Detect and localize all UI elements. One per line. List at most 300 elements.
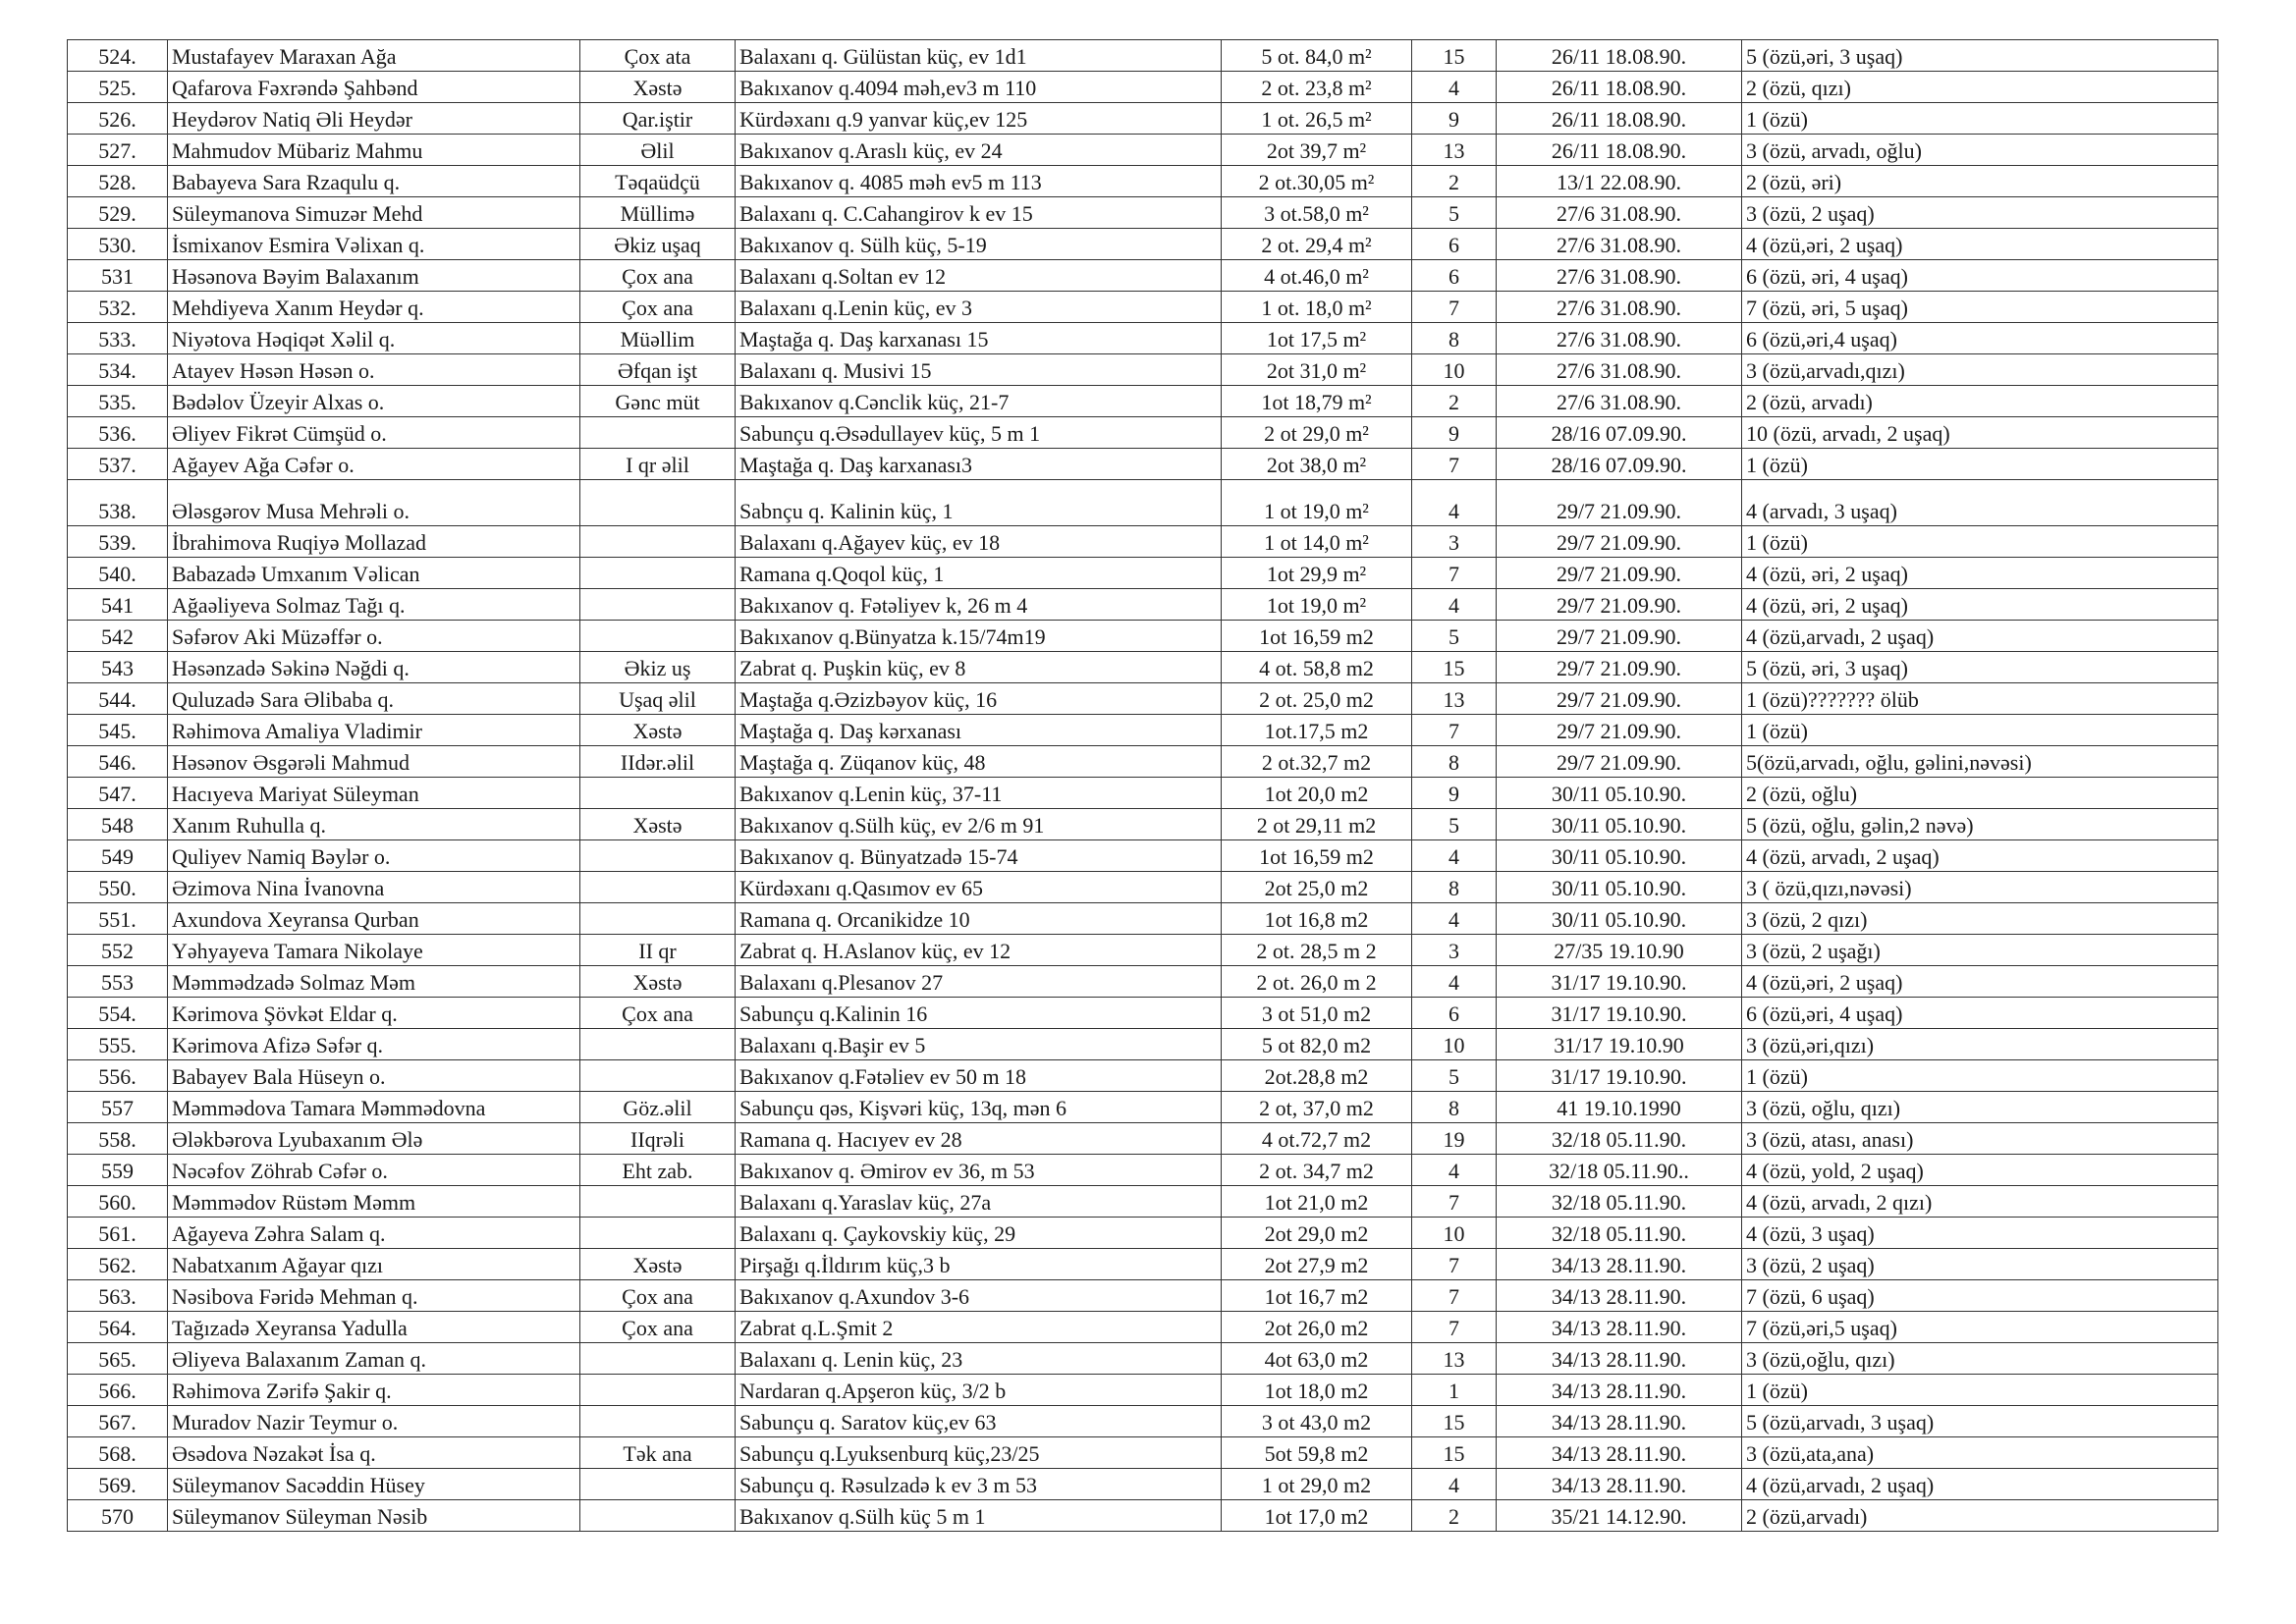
rooms-area-cell: 1ot 16,7 m2	[1222, 1280, 1412, 1312]
address-cell: Bakıxanov q.Sülh küç 5 m 1	[736, 1500, 1222, 1532]
category-cell: Müllimə	[580, 197, 736, 229]
address-cell: Maştağa q.Əzizbəyov küç, 16	[736, 683, 1222, 715]
household-size-cell: 8	[1412, 746, 1497, 778]
rooms-area-cell: 2 ot. 23,8 m²	[1222, 72, 1412, 103]
family-composition-cell: 1 (özü)??????? ölüb	[1742, 683, 2218, 715]
rooms-area-cell: 1ot 21,0 m2	[1222, 1186, 1412, 1218]
address-cell: Pirşağı q.İldırım küç,3 b	[736, 1249, 1222, 1280]
address-cell: Kürdəxanı q.Qasımov ev 65	[736, 872, 1222, 903]
table-row	[68, 652, 2218, 683]
row-number-cell: 548	[68, 809, 168, 840]
household-size-cell: 15	[1412, 652, 1497, 683]
address-cell: Sabunçu q.Kalinin 16	[736, 998, 1222, 1029]
rooms-area-cell: 2ot 39,7 m²	[1222, 135, 1412, 166]
family-composition-cell: 5 (özü, oğlu, gəlin,2 nəvə)	[1742, 809, 2218, 840]
rooms-area-cell: 2 ot.30,05 m²	[1222, 166, 1412, 197]
table-row	[68, 621, 2218, 652]
registration-cell: 27/6 31.08.90.	[1497, 354, 1742, 386]
rooms-area-cell: 1ot.17,5 m2	[1222, 715, 1412, 746]
table-row	[68, 103, 2218, 135]
table-row	[68, 72, 2218, 103]
person-name-cell: Ağaəliyeva Solmaz Tağı q.	[168, 589, 580, 621]
household-size-cell: 4	[1412, 840, 1497, 872]
household-size-cell: 4	[1412, 903, 1497, 935]
table-row	[68, 778, 2218, 809]
household-size-cell: 7	[1412, 715, 1497, 746]
rooms-area-cell: 2ot 25,0 m2	[1222, 872, 1412, 903]
registration-cell: 30/11 05.10.90.	[1497, 840, 1742, 872]
registration-cell: 26/11 18.08.90.	[1497, 103, 1742, 135]
registration-cell: 29/7 21.09.90.	[1497, 683, 1742, 715]
address-cell: Bakıxanov q.4094 məh,ev3 m 110	[736, 72, 1222, 103]
row-number-cell: 543	[68, 652, 168, 683]
category-cell	[580, 1469, 736, 1500]
address-cell: Sabunçu qəs, Kişvəri küç, 13q, mən 6	[736, 1092, 1222, 1123]
row-number-cell: 564.	[68, 1312, 168, 1343]
household-size-cell: 5	[1412, 197, 1497, 229]
category-cell: Əkiz uş	[580, 652, 736, 683]
category-cell: Xəstə	[580, 72, 736, 103]
row-number-cell: 535.	[68, 386, 168, 417]
table-row	[68, 229, 2218, 260]
rooms-area-cell: 3 ot 43,0 m2	[1222, 1406, 1412, 1437]
address-cell: Sabunçu q. Saratov küç,ev 63	[736, 1406, 1222, 1437]
rooms-area-cell: 3 ot 51,0 m2	[1222, 998, 1412, 1029]
family-composition-cell: 3 (özü, atası, anası)	[1742, 1123, 2218, 1155]
category-cell: Eht zab.	[580, 1155, 736, 1186]
family-composition-cell: 1 (özü)	[1742, 449, 2218, 480]
address-cell: Maştağa q. Züqanov küç, 48	[736, 746, 1222, 778]
registration-cell: 34/13 28.11.90.	[1497, 1437, 1742, 1469]
registration-cell: 30/11 05.10.90.	[1497, 778, 1742, 809]
address-cell: Zabrat q. H.Aslanov küç, ev 12	[736, 935, 1222, 966]
person-name-cell: Mehdiyeva Xanım Heydər q.	[168, 292, 580, 323]
category-cell: Xəstə	[580, 809, 736, 840]
person-name-cell: Əliyeva Balaxanım Zaman q.	[168, 1343, 580, 1375]
household-size-cell: 13	[1412, 1343, 1497, 1375]
family-composition-cell: 4 (özü, əri, 2 uşaq)	[1742, 558, 2218, 589]
registration-cell: 29/7 21.09.90.	[1497, 558, 1742, 589]
category-cell	[580, 903, 736, 935]
family-composition-cell: 4 (özü,arvadı, 2 uşaq)	[1742, 1469, 2218, 1500]
category-cell	[580, 1406, 736, 1437]
registration-cell: 27/6 31.08.90.	[1497, 260, 1742, 292]
family-composition-cell: 3 (özü, 2 uşaq)	[1742, 197, 2218, 229]
household-size-cell: 9	[1412, 417, 1497, 449]
registration-cell: 30/11 05.10.90.	[1497, 809, 1742, 840]
table-row	[68, 1375, 2218, 1406]
table-row	[68, 872, 2218, 903]
rooms-area-cell: 1 ot 14,0 m²	[1222, 526, 1412, 558]
table-row	[68, 935, 2218, 966]
person-name-cell: Kərimova Şövkət Eldar q.	[168, 998, 580, 1029]
person-name-cell: Həsənova Bəyim Balaxanım	[168, 260, 580, 292]
household-size-cell: 13	[1412, 683, 1497, 715]
category-cell	[580, 1029, 736, 1060]
row-number-cell: 554.	[68, 998, 168, 1029]
rooms-area-cell: 2 ot, 37,0 m2	[1222, 1092, 1412, 1123]
row-number-cell: 534.	[68, 354, 168, 386]
rooms-area-cell: 1ot 19,0 m²	[1222, 589, 1412, 621]
family-composition-cell: 4 (özü,əri, 2 uşaq)	[1742, 966, 2218, 998]
row-number-cell: 525.	[68, 72, 168, 103]
category-cell: IIdər.əlil	[580, 746, 736, 778]
table-row	[68, 746, 2218, 778]
table-row	[68, 966, 2218, 998]
person-name-cell: Ağayev Ağa Cəfər o.	[168, 449, 580, 480]
family-composition-cell: 3 (özü, arvadı, oğlu)	[1742, 135, 2218, 166]
person-name-cell: Səfərov Aki Müzəffər o.	[168, 621, 580, 652]
row-number-cell: 550.	[68, 872, 168, 903]
person-name-cell: Babayeva Sara Rzaqulu q.	[168, 166, 580, 197]
registration-cell: 26/11 18.08.90.	[1497, 72, 1742, 103]
table-row	[68, 197, 2218, 229]
rooms-area-cell: 2ot 29,0 m2	[1222, 1218, 1412, 1249]
rooms-area-cell: 1 ot. 18,0 m²	[1222, 292, 1412, 323]
row-number-cell: 541	[68, 589, 168, 621]
household-size-cell: 4	[1412, 589, 1497, 621]
table-row	[68, 417, 2218, 449]
registration-cell: 29/7 21.09.90.	[1497, 715, 1742, 746]
address-cell: Bakıxanov q. Əmirov ev 36, m 53	[736, 1155, 1222, 1186]
person-name-cell: Əliyev Fikrət Cümşüd o.	[168, 417, 580, 449]
category-cell: Çox ana	[580, 292, 736, 323]
address-cell: Bakıxanov q. Bünyatzadə 15-74	[736, 840, 1222, 872]
row-number-cell: 565.	[68, 1343, 168, 1375]
family-composition-cell: 10 (özü, arvadı, 2 uşaq)	[1742, 417, 2218, 449]
person-name-cell: Yəhyayeva Tamara Nikolaye	[168, 935, 580, 966]
household-size-cell: 8	[1412, 323, 1497, 354]
person-name-cell: Mustafayev Maraxan Ağa	[168, 40, 580, 72]
person-name-cell: Nabatxanım Ağayar qızı	[168, 1249, 580, 1280]
table-row	[68, 292, 2218, 323]
person-name-cell: Həsənov Əsgərəli Mahmud	[168, 746, 580, 778]
rooms-area-cell: 2ot 27,9 m2	[1222, 1249, 1412, 1280]
rooms-area-cell: 2ot 26,0 m2	[1222, 1312, 1412, 1343]
registration-cell: 29/7 21.09.90.	[1497, 589, 1742, 621]
row-number-cell: 527.	[68, 135, 168, 166]
registration-cell: 34/13 28.11.90.	[1497, 1375, 1742, 1406]
person-name-cell: Xanım Ruhulla q.	[168, 809, 580, 840]
address-cell: Bakıxanov q. Sülh küç, 5-19	[736, 229, 1222, 260]
category-cell	[580, 872, 736, 903]
family-composition-cell: 1 (özü)	[1742, 1375, 2218, 1406]
row-number-cell: 559	[68, 1155, 168, 1186]
family-composition-cell: 4 (özü, 3 uşaq)	[1742, 1218, 2218, 1249]
family-composition-cell: 5 (özü,əri, 3 uşaq)	[1742, 40, 2218, 72]
row-number-cell: 549	[68, 840, 168, 872]
household-size-cell: 9	[1412, 778, 1497, 809]
row-number-cell: 533.	[68, 323, 168, 354]
category-cell: Göz.əlil	[580, 1092, 736, 1123]
address-cell: Balaxanı q. Gülüstan küç, ev 1d1	[736, 40, 1222, 72]
household-size-cell: 19	[1412, 1123, 1497, 1155]
row-number-cell: 530.	[68, 229, 168, 260]
family-composition-cell: 5 (özü, əri, 3 uşaq)	[1742, 652, 2218, 683]
row-number-cell: 557	[68, 1092, 168, 1123]
rooms-area-cell: 2 ot 29,11 m2	[1222, 809, 1412, 840]
rooms-area-cell: 1 ot 19,0 m²	[1222, 480, 1412, 526]
address-cell: Ramana q.Qoqol küç, 1	[736, 558, 1222, 589]
family-composition-cell: 3 ( özü,qızı,nəvəsi)	[1742, 872, 2218, 903]
family-composition-cell: 7 (özü, əri, 5 uşaq)	[1742, 292, 2218, 323]
family-composition-cell: 4 (özü, arvadı, 2 qızı)	[1742, 1186, 2218, 1218]
household-size-cell: 7	[1412, 1280, 1497, 1312]
address-cell: Balaxanı q.Ağayev küç, ev 18	[736, 526, 1222, 558]
row-number-cell: 528.	[68, 166, 168, 197]
registration-cell: 30/11 05.10.90.	[1497, 872, 1742, 903]
family-composition-cell: 3 (özü,əri,qızı)	[1742, 1029, 2218, 1060]
category-cell	[580, 526, 736, 558]
family-composition-cell: 7 (özü, 6 uşaq)	[1742, 1280, 2218, 1312]
rooms-area-cell: 2 ot. 25,0 m2	[1222, 683, 1412, 715]
family-composition-cell: 6 (özü,əri,4 uşaq)	[1742, 323, 2218, 354]
household-size-cell: 4	[1412, 966, 1497, 998]
table-row	[68, 135, 2218, 166]
row-number-cell: 568.	[68, 1437, 168, 1469]
rooms-area-cell: 1ot 16,59 m2	[1222, 621, 1412, 652]
row-number-cell: 532.	[68, 292, 168, 323]
person-name-cell: Məmmədzadə Solmaz Məm	[168, 966, 580, 998]
person-name-cell: Süleymanova Simuzər Mehd	[168, 197, 580, 229]
table-row	[68, 449, 2218, 480]
address-cell: Bakıxanov q.Lenin küç, 37-11	[736, 778, 1222, 809]
rooms-area-cell: 2 ot. 26,0 m 2	[1222, 966, 1412, 998]
address-cell: Balaxanı q.Lenin küç, ev 3	[736, 292, 1222, 323]
category-cell	[580, 840, 736, 872]
rooms-area-cell: 4ot 63,0 m2	[1222, 1343, 1412, 1375]
family-composition-cell: 3 (özü, oğlu, qızı)	[1742, 1092, 2218, 1123]
family-composition-cell: 3 (özü,arvadı,qızı)	[1742, 354, 2218, 386]
rooms-area-cell: 1 ot. 26,5 m²	[1222, 103, 1412, 135]
registration-cell: 34/13 28.11.90.	[1497, 1343, 1742, 1375]
registration-cell: 27/35 19.10.90	[1497, 935, 1742, 966]
address-cell: Bakıxanov q.Sülh küç, ev 2/6 m 91	[736, 809, 1222, 840]
person-name-cell: Nəsibova Fəridə Mehman q.	[168, 1280, 580, 1312]
family-composition-cell: 4 (özü, əri, 2 uşaq)	[1742, 589, 2218, 621]
person-name-cell: Süleymanov Süleyman Nəsib	[168, 1500, 580, 1532]
household-size-cell: 5	[1412, 1060, 1497, 1092]
registration-cell: 31/17 19.10.90	[1497, 1029, 1742, 1060]
address-cell: Nardaran q.Apşeron küç, 3/2 b	[736, 1375, 1222, 1406]
person-name-cell: Ağayeva Zəhra Salam q.	[168, 1218, 580, 1249]
address-cell: Zabrat q. Puşkin küç, ev 8	[736, 652, 1222, 683]
address-cell: Ramana q. Orcanikidze 10	[736, 903, 1222, 935]
address-cell: Bakıxanov q.Araslı küç, ev 24	[736, 135, 1222, 166]
household-size-cell: 3	[1412, 526, 1497, 558]
person-name-cell: Rəhimova Zərifə Şakir q.	[168, 1375, 580, 1406]
category-cell: Əkiz uşaq	[580, 229, 736, 260]
address-cell: Balaxanı q. Lenin küç, 23	[736, 1343, 1222, 1375]
person-name-cell: Tağızadə Xeyransa Yadulla	[168, 1312, 580, 1343]
registration-cell: 34/13 28.11.90.	[1497, 1312, 1742, 1343]
person-name-cell: Süleymanov Sacəddin Hüsey	[168, 1469, 580, 1500]
table-row	[68, 1092, 2218, 1123]
row-number-cell: 540.	[68, 558, 168, 589]
family-composition-cell: 6 (özü, əri, 4 uşaq)	[1742, 260, 2218, 292]
household-size-cell: 6	[1412, 998, 1497, 1029]
registration-cell: 26/11 18.08.90.	[1497, 135, 1742, 166]
household-size-cell: 15	[1412, 40, 1497, 72]
category-cell: IIqrəli	[580, 1123, 736, 1155]
family-composition-cell: 2 (özü, qızı)	[1742, 72, 2218, 103]
category-cell	[580, 1500, 736, 1532]
household-size-cell: 7	[1412, 1186, 1497, 1218]
household-size-cell: 7	[1412, 558, 1497, 589]
rooms-area-cell: 5ot 59,8 m2	[1222, 1437, 1412, 1469]
row-number-cell: 561.	[68, 1218, 168, 1249]
row-number-cell: 524.	[68, 40, 168, 72]
address-cell: Sabnçu q. Kalinin küç, 1	[736, 480, 1222, 526]
table-row	[68, 1029, 2218, 1060]
family-composition-cell: 2 (özü, oğlu)	[1742, 778, 2218, 809]
rooms-area-cell: 4 ot.72,7 m2	[1222, 1123, 1412, 1155]
registration-cell: 41 19.10.1990	[1497, 1092, 1742, 1123]
rooms-area-cell: 2 ot.32,7 m2	[1222, 746, 1412, 778]
category-cell: Çox ana	[580, 998, 736, 1029]
row-number-cell: 545.	[68, 715, 168, 746]
rooms-area-cell: 1ot 17,5 m²	[1222, 323, 1412, 354]
person-name-cell: Heydərov Natiq Əli Heydər	[168, 103, 580, 135]
household-size-cell: 2	[1412, 166, 1497, 197]
household-size-cell: 10	[1412, 354, 1497, 386]
row-number-cell: 547.	[68, 778, 168, 809]
registration-cell: 27/6 31.08.90.	[1497, 229, 1742, 260]
person-name-cell: Muradov Nazir Teymur o.	[168, 1406, 580, 1437]
address-cell: Sabunçu q.Lyuksenburq küç,23/25	[736, 1437, 1222, 1469]
household-size-cell: 10	[1412, 1029, 1497, 1060]
address-cell: Bakıxanov q. 4085 məh ev5 m 113	[736, 166, 1222, 197]
registration-cell: 32/18 05.11.90..	[1497, 1155, 1742, 1186]
registration-cell: 31/17 19.10.90.	[1497, 1060, 1742, 1092]
household-size-cell: 7	[1412, 449, 1497, 480]
address-cell: Bakıxanov q.Axundov 3-6	[736, 1280, 1222, 1312]
row-number-cell: 551.	[68, 903, 168, 935]
person-name-cell: Qafarova Fəxrəndə Şahbənd	[168, 72, 580, 103]
rooms-area-cell: 2ot 31,0 m²	[1222, 354, 1412, 386]
family-composition-cell: 3 (özü, 2 uşağı)	[1742, 935, 2218, 966]
category-cell	[580, 1343, 736, 1375]
category-cell	[580, 778, 736, 809]
category-cell: Əlil	[580, 135, 736, 166]
category-cell: Qar.iştir	[580, 103, 736, 135]
category-cell: Xəstə	[580, 715, 736, 746]
registration-cell: 27/6 31.08.90.	[1497, 323, 1742, 354]
person-name-cell: Niyətova Həqiqət Xəlil q.	[168, 323, 580, 354]
row-number-cell: 526.	[68, 103, 168, 135]
person-name-cell: İbrahimova Ruqiyə Mollazad	[168, 526, 580, 558]
address-cell: Sabunçu q. Rəsulzadə k ev 3 m 53	[736, 1469, 1222, 1500]
registration-cell: 29/7 21.09.90.	[1497, 652, 1742, 683]
address-cell: Balaxanı q. Çaykovskiy küç, 29	[736, 1218, 1222, 1249]
rooms-area-cell: 1ot 29,9 m²	[1222, 558, 1412, 589]
address-cell: Balaxanı q.Plesanov 27	[736, 966, 1222, 998]
table-row	[68, 1218, 2218, 1249]
row-number-cell: 536.	[68, 417, 168, 449]
person-name-cell: Ələkbərova Lyubaxanım Ələ	[168, 1123, 580, 1155]
family-composition-cell: 2 (özü, arvadı)	[1742, 386, 2218, 417]
address-cell: Balaxanı q.Soltan ev 12	[736, 260, 1222, 292]
registration-cell: 29/7 21.09.90.	[1497, 746, 1742, 778]
household-size-cell: 6	[1412, 229, 1497, 260]
household-size-cell: 7	[1412, 1249, 1497, 1280]
rooms-area-cell: 1ot 16,59 m2	[1222, 840, 1412, 872]
row-number-cell: 555.	[68, 1029, 168, 1060]
row-number-cell: 560.	[68, 1186, 168, 1218]
row-number-cell: 529.	[68, 197, 168, 229]
family-composition-cell: 2 (özü,arvadı)	[1742, 1500, 2218, 1532]
rooms-area-cell: 2 ot. 29,4 m²	[1222, 229, 1412, 260]
family-composition-cell: 1 (özü)	[1742, 1060, 2218, 1092]
registration-cell: 31/17 19.10.90.	[1497, 998, 1742, 1029]
table-row	[68, 323, 2218, 354]
rooms-area-cell: 4 ot. 58,8 m2	[1222, 652, 1412, 683]
family-composition-cell: 7 (özü,əri,5 uşaq)	[1742, 1312, 2218, 1343]
family-composition-cell: 5 (özü,arvadı, 3 uşaq)	[1742, 1406, 2218, 1437]
category-cell	[580, 621, 736, 652]
registration-cell: 28/16 07.09.90.	[1497, 417, 1742, 449]
address-cell: Sabunçu q.Əsədullayev küç, 5 m 1	[736, 417, 1222, 449]
category-cell: Tək ana	[580, 1437, 736, 1469]
rooms-area-cell: 1 ot 29,0 m2	[1222, 1469, 1412, 1500]
household-size-cell: 6	[1412, 260, 1497, 292]
family-composition-cell: 4 (özü, arvadı, 2 uşaq)	[1742, 840, 2218, 872]
family-composition-cell: 3 (özü,ata,ana)	[1742, 1437, 2218, 1469]
family-composition-cell: 3 (özü, 2 qızı)	[1742, 903, 2218, 935]
table-row	[68, 683, 2218, 715]
category-cell	[580, 1375, 736, 1406]
person-name-cell: Babayev Bala Hüseyn o.	[168, 1060, 580, 1092]
row-number-cell: 539.	[68, 526, 168, 558]
registration-cell: 28/16 07.09.90.	[1497, 449, 1742, 480]
table-row	[68, 526, 2218, 558]
rooms-area-cell: 2ot.28,8 m2	[1222, 1060, 1412, 1092]
rooms-area-cell: 3 ot.58,0 m²	[1222, 197, 1412, 229]
table-row	[68, 1500, 2218, 1532]
person-name-cell: Mahmudov Mübariz Mahmu	[168, 135, 580, 166]
category-cell: Əfqan işt	[580, 354, 736, 386]
household-size-cell: 4	[1412, 1469, 1497, 1500]
rooms-area-cell: 2 ot. 28,5 m 2	[1222, 935, 1412, 966]
registration-cell: 34/13 28.11.90.	[1497, 1280, 1742, 1312]
rooms-area-cell: 1ot 17,0 m2	[1222, 1500, 1412, 1532]
table-row	[68, 1406, 2218, 1437]
household-size-cell: 13	[1412, 135, 1497, 166]
family-composition-cell: 1 (özü)	[1742, 103, 2218, 135]
category-cell: Çox ana	[580, 1312, 736, 1343]
person-name-cell: Əzimova Nina İvanovna	[168, 872, 580, 903]
person-name-cell: Rəhimova Amaliya Vladimir	[168, 715, 580, 746]
row-number-cell: 556.	[68, 1060, 168, 1092]
row-number-cell: 566.	[68, 1375, 168, 1406]
rooms-area-cell: 1ot 20,0 m2	[1222, 778, 1412, 809]
registration-cell: 13/1 22.08.90.	[1497, 166, 1742, 197]
row-number-cell: 562.	[68, 1249, 168, 1280]
row-number-cell: 538.	[68, 480, 168, 526]
category-cell	[580, 480, 736, 526]
row-number-cell: 542	[68, 621, 168, 652]
table-row	[68, 809, 2218, 840]
table-row	[68, 998, 2218, 1029]
row-number-cell: 558.	[68, 1123, 168, 1155]
table-row	[68, 1155, 2218, 1186]
registration-cell: 26/11 18.08.90.	[1497, 40, 1742, 72]
category-cell	[580, 589, 736, 621]
rooms-area-cell: 5 ot. 84,0 m²	[1222, 40, 1412, 72]
family-composition-cell: 4 (özü,arvadı, 2 uşaq)	[1742, 621, 2218, 652]
person-name-cell: Bədəlov Üzeyir Alxas o.	[168, 386, 580, 417]
registration-cell: 34/13 28.11.90.	[1497, 1469, 1742, 1500]
